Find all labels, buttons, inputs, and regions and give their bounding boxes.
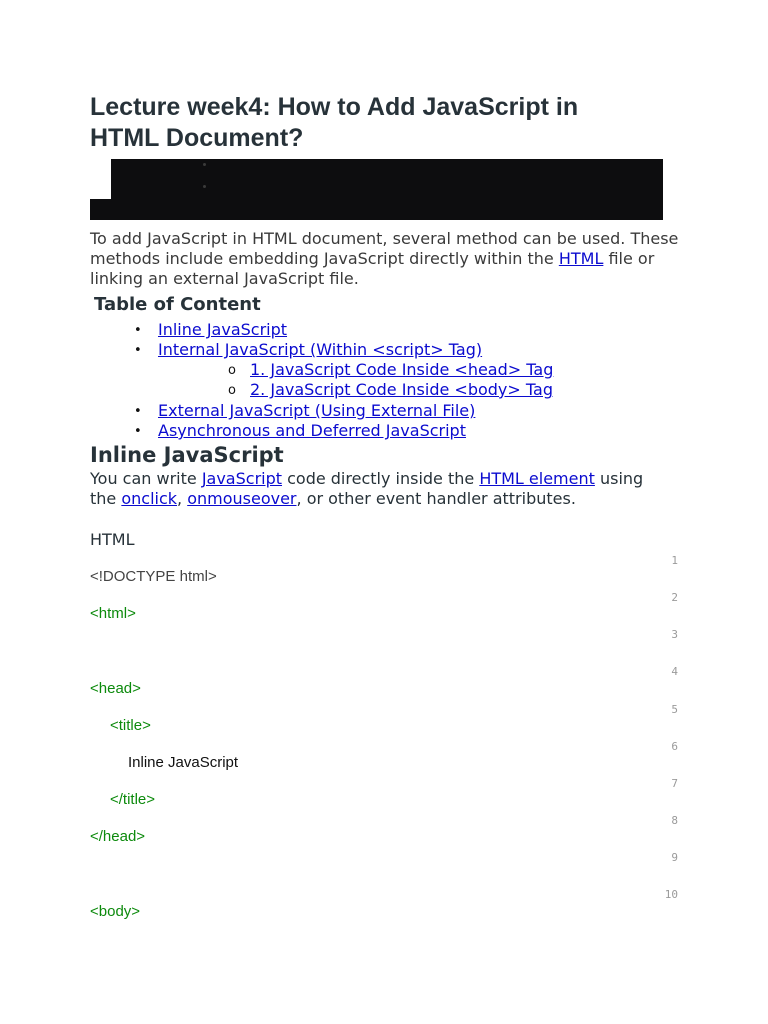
section-text: You can write bbox=[90, 469, 202, 488]
dark-banner-image bbox=[90, 159, 663, 220]
intro-text: To add JavaScript in HTML document, several method can be used. These methods include embedding JavaScript directly within the bbox=[90, 229, 679, 268]
toc-link-async-deferred[interactable]: Asynchronous and Deferred JavaScript bbox=[158, 421, 466, 440]
code-line-body-open: <body> bbox=[90, 903, 141, 920]
line-number: 5 bbox=[671, 703, 678, 716]
banner-notch bbox=[90, 159, 111, 199]
code-line-head-close: </head> bbox=[90, 828, 146, 845]
onmouseover-link[interactable]: onmouseover bbox=[187, 489, 297, 508]
line-number: 8 bbox=[671, 814, 678, 827]
toc-bullet: • bbox=[134, 343, 142, 358]
toc-bullet: • bbox=[134, 424, 142, 439]
code-line-head-open: <head> bbox=[90, 680, 141, 697]
banner-dot bbox=[203, 163, 206, 166]
toc-link-internal-javascript[interactable]: Internal JavaScript (Within <script> Tag) bbox=[158, 340, 483, 359]
line-number: 4 bbox=[671, 665, 678, 678]
line-number: 7 bbox=[671, 777, 678, 790]
code-line-html-open: <html> bbox=[90, 605, 136, 622]
line-number: 3 bbox=[671, 628, 678, 641]
toc-heading: Table of Content bbox=[94, 294, 261, 315]
toc-link-head-tag[interactable]: 1. JavaScript Code Inside <head> Tag bbox=[250, 360, 554, 379]
section-text: , bbox=[177, 489, 188, 508]
code-line-title-close: </title> bbox=[110, 791, 156, 808]
section-text: , or other event handler attributes. bbox=[296, 489, 576, 508]
section-paragraph bbox=[90, 469, 670, 509]
toc-bullet: • bbox=[134, 323, 142, 338]
section-text: code directly inside the bbox=[282, 469, 480, 488]
banner-dot bbox=[203, 185, 206, 188]
code-language-label: HTML bbox=[90, 530, 135, 549]
toc-link-external-javascript[interactable]: External JavaScript (Using External File) bbox=[158, 401, 476, 420]
line-number: 6 bbox=[671, 740, 678, 753]
page-title: Lecture week4: How to Add JavaScript in HTML Document? bbox=[90, 93, 579, 152]
toc-link-inline-javascript[interactable]: Inline JavaScript bbox=[158, 320, 288, 339]
toc-sub-bullet: o bbox=[228, 383, 236, 398]
section-heading-inline-javascript: Inline JavaScript bbox=[90, 443, 284, 467]
line-number: 2 bbox=[671, 591, 678, 604]
onclick-link[interactable]: onclick bbox=[121, 489, 178, 508]
intro-text-end: file or linking an external JavaScript file. bbox=[90, 249, 655, 288]
javascript-link[interactable]: JavaScript bbox=[201, 469, 283, 488]
line-number: 10 bbox=[664, 888, 678, 901]
line-number: 1 bbox=[671, 554, 678, 567]
toc-link-body-tag[interactable]: 2. JavaScript Code Inside <body> Tag bbox=[250, 380, 553, 399]
toc-bullet: • bbox=[134, 404, 142, 419]
toc-sub-bullet: o bbox=[228, 363, 236, 378]
code-line-title-text: Inline JavaScript bbox=[128, 754, 239, 771]
html-link[interactable]: HTML bbox=[558, 249, 604, 268]
code-line-title-open: <title> bbox=[110, 717, 151, 734]
intro-paragraph bbox=[90, 229, 680, 289]
html-element-link[interactable]: HTML element bbox=[479, 469, 595, 488]
code-line-doctype: <!DOCTYPE html> bbox=[90, 568, 217, 585]
line-number: 9 bbox=[671, 851, 678, 864]
section-text: using the bbox=[90, 469, 644, 508]
